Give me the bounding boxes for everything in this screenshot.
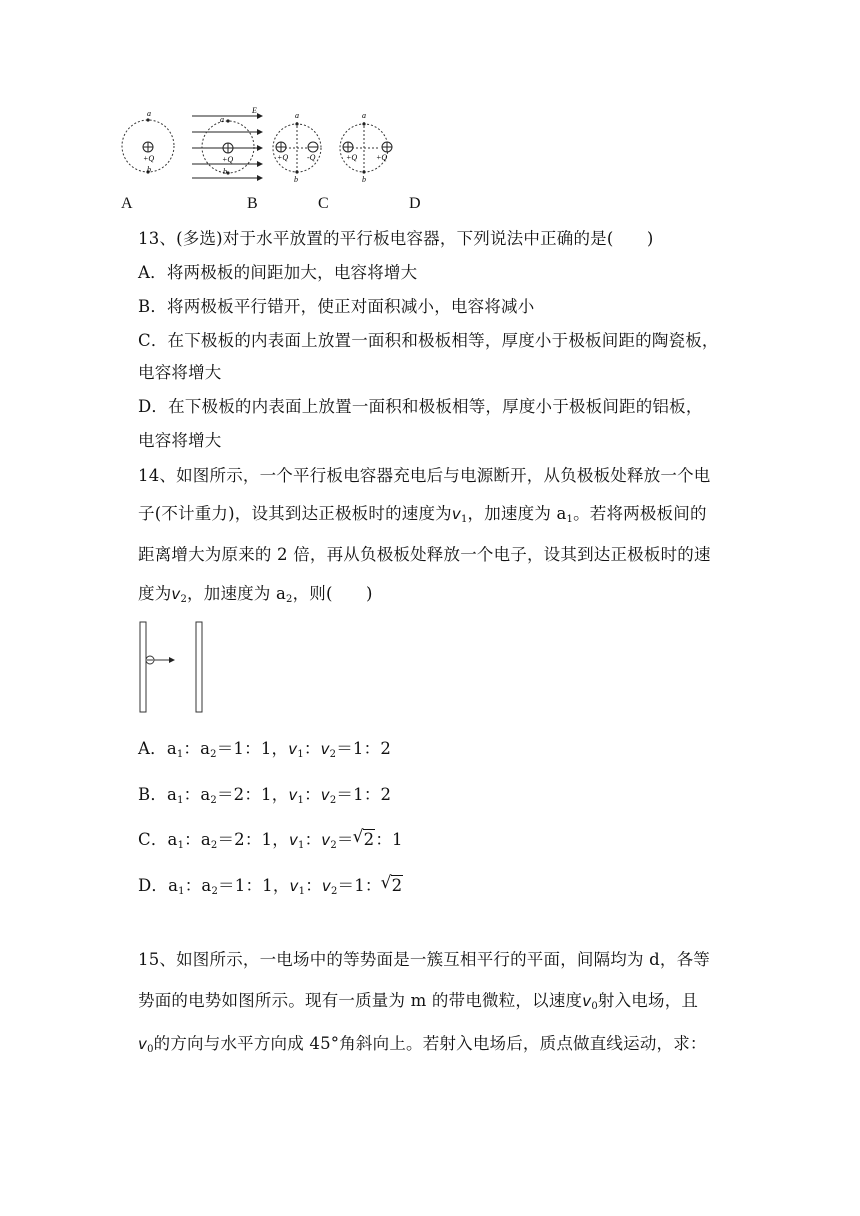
svg-text:-Q: -Q xyxy=(307,153,316,162)
q14-line4: 度为$v_2$，加速度为 $a_2$，则( ) xyxy=(138,584,373,605)
sqrt-symbol: √ 2 xyxy=(382,876,404,895)
svg-text:+Q: +Q xyxy=(346,153,358,162)
positive-plate xyxy=(196,622,202,712)
figure-c xyxy=(273,111,321,184)
svg-text:a: a xyxy=(295,111,299,120)
q13-stem: 13、(多选)对于水平放置的平行板电容器，下列说法中正确的是( ) xyxy=(138,229,654,248)
figure-a xyxy=(122,109,174,174)
q13-option-c-line1: C．在下极板的内表面上放置一面积和极板相等，厚度小于极板间距的陶瓷板， xyxy=(138,331,719,350)
figure-label-b: B xyxy=(247,195,258,212)
svg-text:a: a xyxy=(147,109,151,118)
svg-text:+Q: +Q xyxy=(222,155,234,164)
q13-option-b: B．将两极板平行错开，使正对面积减小，电容将减小 xyxy=(138,297,535,316)
q14-option-b: B．$a_1$：$a_2=2$：1，$v_1$：$v_2=1$：2 xyxy=(138,785,392,806)
figure-d xyxy=(340,111,392,184)
svg-text:b: b xyxy=(223,167,227,176)
negative-plate xyxy=(140,622,146,712)
q14-option-a: A．$a_1$：$a_2=1$：1，$v_1$：$v_2=1$：2 xyxy=(138,739,392,760)
q14-line1: 14、如图所示，一个平行板电容器充电后与电源断开，从负极板处释放一个电 xyxy=(138,466,711,485)
svg-text:E: E xyxy=(252,106,257,115)
svg-text:b: b xyxy=(362,175,366,184)
q13-option-a: A．将两极板的间距加大，电容将增大 xyxy=(138,263,418,282)
svg-text:+Q: +Q xyxy=(143,154,155,163)
figure-b xyxy=(192,106,262,178)
q13-option-d-line2: 电容将增大 xyxy=(138,431,222,450)
q15-line3: $v_0$的方向与水平方向成 45°角斜向上。若射入电场后，质点做直线运动，求： xyxy=(138,1034,707,1055)
capacitor-figure xyxy=(136,618,216,716)
q13-option-c-line2: 电容将增大 xyxy=(138,363,222,382)
q15-line1: 15、如图所示，一电场中的等势面是一簇互相平行的平面，间隔均为 d，各等 xyxy=(138,950,711,969)
q14-option-c: C．$a_1$：$a_2=2$：1，$v_1$：$v_2=√$ 2：1 xyxy=(138,826,403,851)
figure-label-d: D xyxy=(409,195,421,212)
svg-text:+Q: +Q xyxy=(277,153,289,162)
svg-text:a: a xyxy=(220,115,224,124)
svg-text:a: a xyxy=(362,111,366,120)
q13-option-d-line1: D．在下极板的内表面上放置一面积和极板相等，厚度小于极板间距的铝板， xyxy=(138,397,703,416)
q14-option-d: D．$a_1$：$a_2=1$：1，$v_1$：$v_2=1$：√ 2 xyxy=(138,872,403,897)
q14-line2: 子(不计重力)，设其到达正极板时的速度为$v_1$，加速度为 $a_1$。若将两极板间的 xyxy=(138,504,707,525)
figure-label-a: A xyxy=(121,195,133,212)
sqrt-symbol: √ 2 xyxy=(354,830,376,849)
svg-text:b: b xyxy=(147,165,151,174)
charge-figures xyxy=(110,104,410,186)
svg-text:+Q: +Q xyxy=(376,153,388,162)
svg-text:b: b xyxy=(294,175,298,184)
q15-line2: 势面的电势如图所示。现有一质量为 m 的带电微粒，以速度$v_0$射入电场，且 xyxy=(138,991,699,1012)
figure-label-c: C xyxy=(318,195,329,212)
q14-line3: 距离增大为原来的 2 倍，再从负极板处释放一个电子，设其到达正极板时的速 xyxy=(138,545,711,564)
